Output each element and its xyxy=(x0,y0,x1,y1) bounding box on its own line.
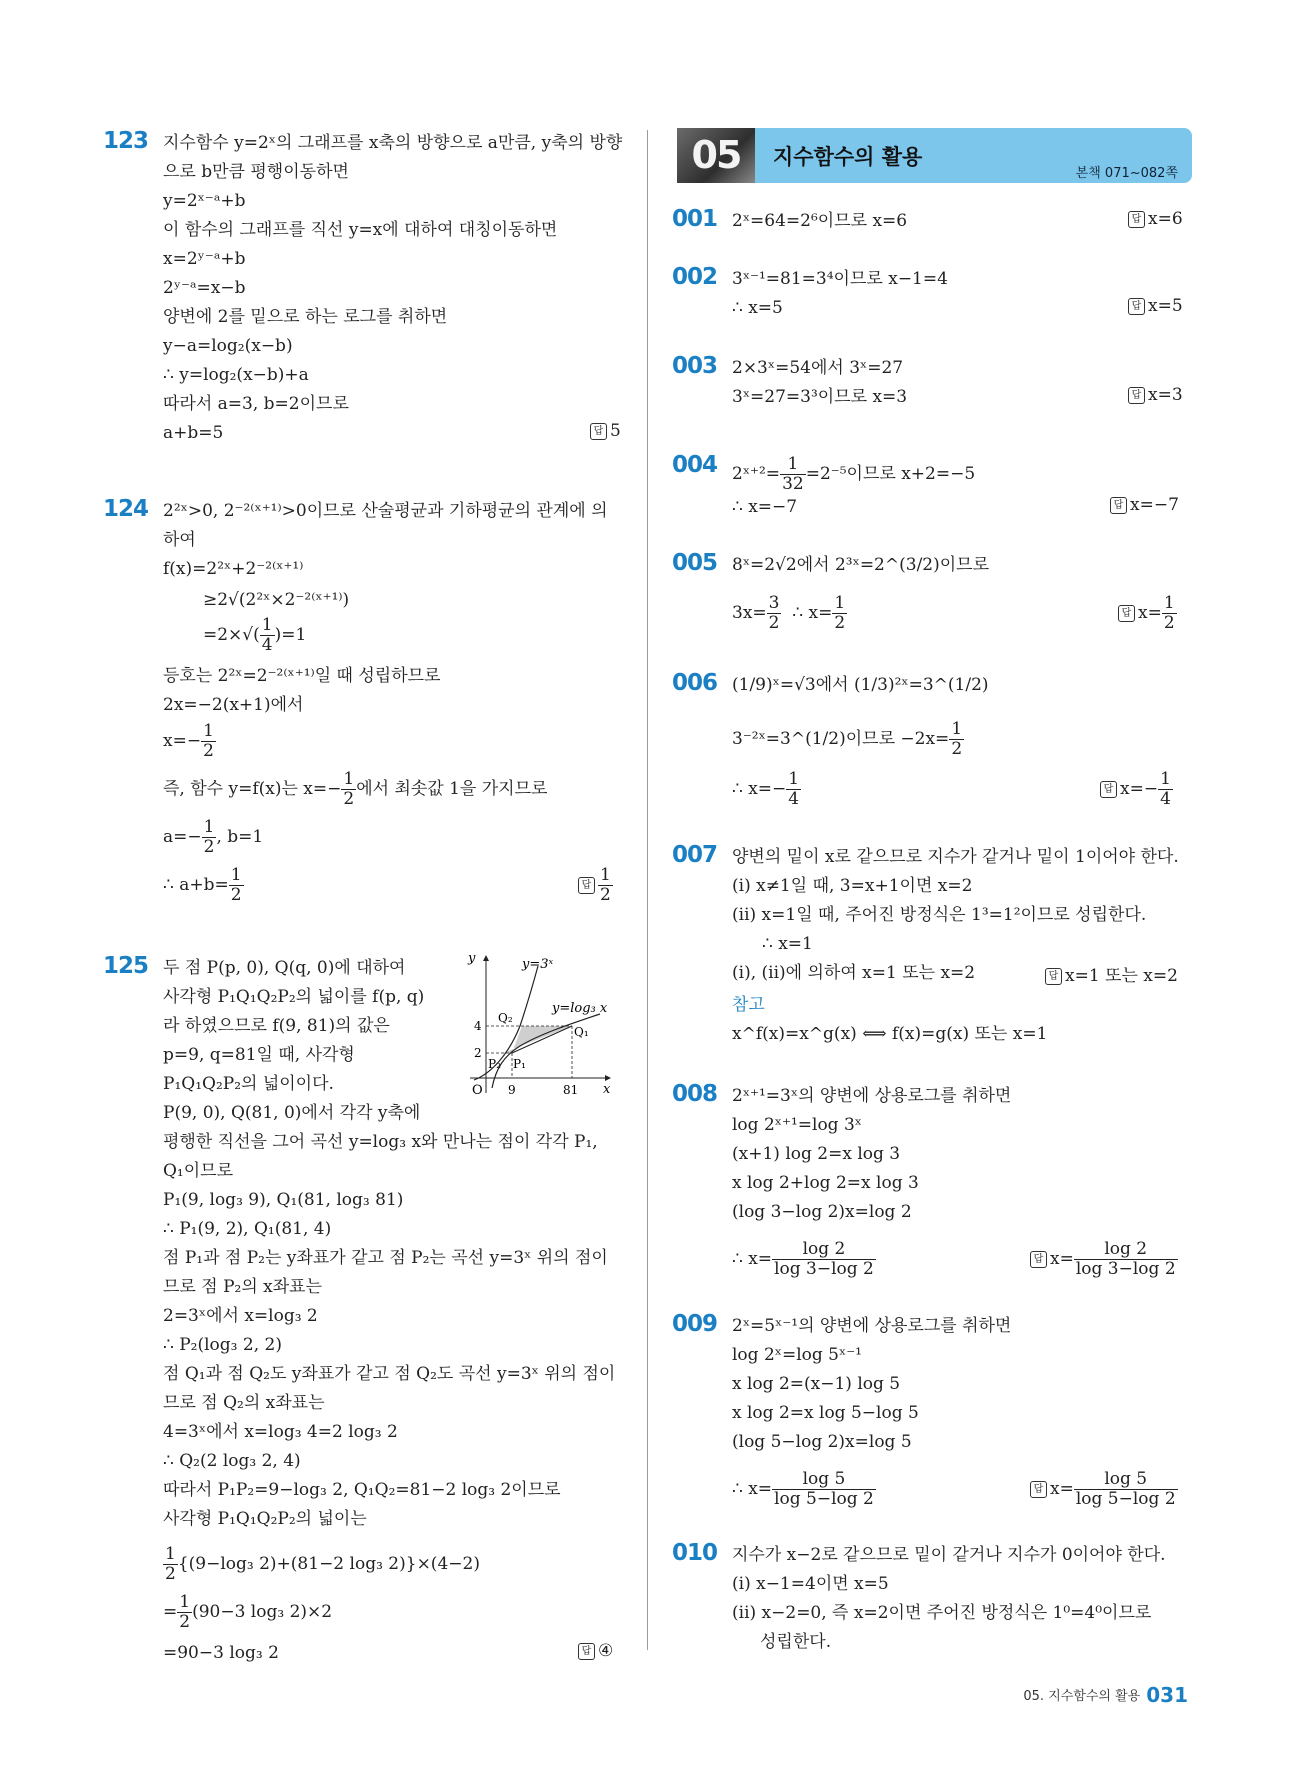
text-line: 평행한 직선을 그어 곡선 y=log₃ x와 만나는 점이 각각 P₁, xyxy=(163,1132,598,1152)
y-axis-label: y xyxy=(468,951,476,966)
text-line: 으로 b만큼 평행이동하면 xyxy=(163,162,349,182)
text-line: (i) x≠1일 때, 3=x+1이면 x=2 xyxy=(732,876,973,896)
point-label-q2: Q₂ xyxy=(498,1011,513,1025)
chapter-banner xyxy=(677,128,1192,183)
text-line: log 2ˣ⁺¹=log 3ˣ xyxy=(732,1115,862,1135)
curve-label-exp: y=3ˣ xyxy=(522,957,554,972)
answer: 답 x= $\frac{\log 5}{\log 5-\log 2}$ xyxy=(1030,1470,1178,1509)
problem-number: 006 xyxy=(672,670,718,696)
problem-number: 124 xyxy=(103,496,149,522)
text-line: P₁(9, log₃ 9), Q₁(81, log₃ 81) xyxy=(163,1190,404,1210)
point-label-q1: Q₁ xyxy=(574,1025,589,1039)
text-line: $\frac{1}{2}$ {(9−log₃ 2)+(81−2 log₃ 2)}×(4−2) xyxy=(165,1544,480,1584)
text-line: ∴ x=1 xyxy=(762,934,813,954)
text-line: ∴ x= $\frac{\log 2}{\log 3-\log 2}$ xyxy=(732,1239,874,1279)
text-line: 3x= $\frac{3}{2}$ ∴ x= $\frac{1}{2}$ xyxy=(732,593,846,633)
text-line: =90−3 log₃ 2 xyxy=(163,1643,279,1663)
text-line: 3ˣ⁻¹=81=3⁴이므로 x−1=4 xyxy=(732,269,948,289)
text-line: (i) x−1=4이면 x=5 xyxy=(732,1574,889,1594)
text-line: 2ʸ⁻ᵃ=x−b xyxy=(163,278,246,298)
text-line: 양변의 밑이 x로 같으므로 지수가 같거나 밑이 1이어야 한다. xyxy=(732,847,1179,867)
curve-label-log: y=log₃ x xyxy=(552,1001,608,1016)
text-line: P₁Q₁Q₂P₂의 넓이이다. xyxy=(163,1074,334,1094)
problem-number: 004 xyxy=(672,452,718,478)
text-line: 라 하였으므로 f(9, 81)의 값은 xyxy=(163,1016,390,1036)
text-line: x log 2=x log 5−log 5 xyxy=(732,1403,919,1423)
text-line: x log 2+log 2=x log 3 xyxy=(732,1173,919,1193)
text-line: 하여 xyxy=(163,530,196,550)
problem-number: 001 xyxy=(672,206,718,232)
text-line: 8ˣ=2√2에서 2³ˣ=2^(3/2)이므로 xyxy=(732,555,990,575)
text-line: 따라서 P₁P₂=9−log₃ 2, Q₁Q₂=81−2 log₃ 2이므로 xyxy=(163,1480,561,1500)
text-line: f(x)=2²ˣ+2⁻²⁽ˣ⁺¹⁾ xyxy=(163,559,304,579)
answer: 답 x=1 또는 x=2 xyxy=(1045,961,1178,986)
point-label-p1: P₁ xyxy=(513,1057,526,1071)
column-divider xyxy=(647,130,648,1650)
answer: 답 x=6 xyxy=(1128,209,1183,229)
page-number: 031 xyxy=(1146,1683,1188,1707)
text-line: (ii) x=1일 때, 주어진 방정식은 1³=1²이므로 성립한다. xyxy=(732,905,1147,925)
text-line: 2=3ˣ에서 x=log₃ 2 xyxy=(163,1306,318,1326)
text-line: y−a=log₂(x−b) xyxy=(163,336,293,356)
text-line: a+b=5 xyxy=(163,423,224,443)
text-line: 3⁻²ˣ=3^(1/2)이므로 −2x= $\frac{1}{2}$ xyxy=(732,719,963,759)
text-line: (1/9)ˣ=√3에서 (1/3)²ˣ=3^(1/2) xyxy=(732,675,989,695)
text-line: ∴ x=5 xyxy=(732,298,783,318)
text-line: 2ˣ⁺²= $\frac{1}{32}$ =2⁻⁵이므로 x+2=−5 xyxy=(732,454,976,494)
text-line: ∴ x= $\frac{\log 5}{\log 5-\log 2}$ xyxy=(732,1469,874,1509)
answer: 답 x= $\frac{\log 2}{\log 3-\log 2}$ xyxy=(1030,1240,1178,1279)
answer-icon: 답 xyxy=(1128,387,1145,404)
problem-number: 008 xyxy=(672,1081,718,1107)
text-line: x log 2=(x−1) log 5 xyxy=(732,1374,901,1394)
point-label-p2: P₂ xyxy=(488,1057,501,1071)
text-line: ∴ x=− $\frac{1}{4}$ xyxy=(732,769,800,809)
text-line: 2²ˣ>0, 2⁻²⁽ˣ⁺¹⁾>0이므로 산술평균과 기하평균의 관계에 의 xyxy=(163,501,608,521)
page-reference: 본책 071~082쪽 xyxy=(1075,166,1178,181)
answer: 답 x=5 xyxy=(1128,296,1183,316)
text-line: 따라서 a=3, b=2이므로 xyxy=(163,394,349,414)
answer: 답 x=3 xyxy=(1128,385,1183,405)
text-line: log 2ˣ=log 5ˣ⁻¹ xyxy=(732,1345,862,1365)
answer-icon: 답 xyxy=(1045,968,1062,985)
text-line: = $\frac{1}{2}$ (90−3 log₃ 2)×2 xyxy=(163,1592,333,1632)
text-line: x=− $\frac{1}{2}$ xyxy=(163,721,214,761)
text-line: ∴ y=log₂(x−b)+a xyxy=(163,365,309,385)
answer-icon: 답 xyxy=(1030,1251,1047,1268)
note-label: 참고 xyxy=(732,995,765,1015)
text-line: ∴ P₂(log₃ 2, 2) xyxy=(163,1335,282,1355)
text-line: 4=3ˣ에서 x=log₃ 4=2 log₃ 2 xyxy=(163,1422,398,1442)
text-line: 2ˣ=64=2⁶이므로 x=6 xyxy=(732,211,908,231)
answer-icon: 답 xyxy=(1118,605,1135,622)
problem-number: 002 xyxy=(672,264,718,290)
page-footer xyxy=(1023,1683,1188,1707)
note-text: x^f(x)=x^g(x) ⟺ f(x)=g(x) 또는 x=1 xyxy=(732,1024,1048,1044)
text-line: 지수함수 y=2ˣ의 그래프를 x축의 방향으로 a만큼, y축의 방향 xyxy=(163,133,623,153)
answer-icon: 답 xyxy=(1110,497,1127,514)
tick-label-y4: 4 xyxy=(474,1019,482,1033)
text-line: 지수가 x−2로 같으므로 밑이 같거나 지수가 0이어야 한다. xyxy=(732,1545,1166,1565)
text-line: 므로 점 Q₂의 x좌표는 xyxy=(163,1393,325,1413)
text-line: 2ˣ=5ˣ⁻¹의 양변에 상용로그를 취하면 xyxy=(732,1316,1012,1336)
text-line: P(9, 0), Q(81, 0)에서 각각 y축에 xyxy=(163,1103,421,1123)
problem-number: 003 xyxy=(672,353,718,379)
problem-number: 123 xyxy=(103,128,149,154)
text-line: 즉, 함수 y=f(x)는 x=− $\frac{1}{2}$ 에서 최솟값 1을 가지므로 xyxy=(163,769,548,809)
text-line: 므로 점 P₂의 x좌표는 xyxy=(163,1277,323,1297)
chapter-badge: 05 xyxy=(677,128,755,183)
graph-figure xyxy=(460,948,620,1098)
text-line: ∴ Q₂(2 log₃ 2, 4) xyxy=(163,1451,301,1471)
x-axis-label: x xyxy=(603,1082,611,1097)
tick-label-y2: 2 xyxy=(474,1046,482,1060)
text-line: 점 Q₁과 점 Q₂도 y좌표가 같고 점 Q₂도 곡선 y=3ˣ 위의 점이 xyxy=(163,1364,616,1384)
text-line: 2x=−2(x+1)에서 xyxy=(163,695,304,715)
answer: 답 x=−7 xyxy=(1110,495,1179,515)
text-line: 양변에 2를 밑으로 하는 로그를 취하면 xyxy=(163,307,448,327)
text-line: x=2ʸ⁻ᵃ+b xyxy=(163,249,246,269)
problem-number: 009 xyxy=(672,1311,718,1337)
problem-number: 125 xyxy=(103,953,149,979)
text-line: a=− $\frac{1}{2}$ , b=1 xyxy=(163,817,264,857)
text-line: (i), (ii)에 의하여 x=1 또는 x=2 xyxy=(732,963,976,983)
text-line: ∴ a+b= $\frac{1}{2}$ xyxy=(163,865,242,905)
text-line: 2×3ˣ=54에서 3ˣ=27 xyxy=(732,358,904,378)
problem-number: 005 xyxy=(672,550,718,576)
text-line: ∴ P₁(9, 2), Q₁(81, 4) xyxy=(163,1219,332,1239)
text-line: 이 함수의 그래프를 직선 y=x에 대하여 대칭이동하면 xyxy=(163,220,558,240)
text-line: 2ˣ⁺¹=3ˣ의 양변에 상용로그를 취하면 xyxy=(732,1086,1012,1106)
text-line: y=2ˣ⁻ᵃ+b xyxy=(163,191,246,211)
answer-icon: 답 xyxy=(590,423,607,440)
problem-number: 007 xyxy=(672,842,718,868)
text-line: ∴ x=−7 xyxy=(732,497,798,517)
answer-icon: 답 xyxy=(1100,781,1117,798)
text-line: p=9, q=81일 때, 사각형 xyxy=(163,1045,355,1065)
answer: 답 ④ xyxy=(578,1641,613,1661)
origin-label: O xyxy=(472,1083,483,1098)
text-line: (log 3−log 2)x=log 2 xyxy=(732,1202,912,1222)
text-line: =2×√( $\frac{1}{4}$ )=1 xyxy=(203,615,307,655)
answer-icon: 답 xyxy=(1030,1481,1047,1498)
answer: 답 $\frac{1}{2}$ xyxy=(578,866,613,905)
text-line: 등호는 2²ˣ=2⁻²⁽ˣ⁺¹⁾일 때 성립하므로 xyxy=(163,666,441,686)
text-line: 점 P₁과 점 P₂는 y좌표가 같고 점 P₂는 곡선 y=3ˣ 위의 점이 xyxy=(163,1248,608,1268)
text-line: 성립한다. xyxy=(760,1632,832,1652)
text-line: (x+1) log 2=x log 3 xyxy=(732,1144,901,1164)
answer: 답 5 xyxy=(590,421,621,441)
text-line: 사각형 P₁Q₁Q₂P₂의 넓이는 xyxy=(163,1509,367,1529)
tick-label-x81: 81 xyxy=(563,1083,579,1097)
answer-icon: 답 xyxy=(578,877,595,894)
footer-section: 05. 지수함수의 활용 xyxy=(1023,1689,1141,1704)
text-line: ≥2√(2²ˣ×2⁻²⁽ˣ⁺¹⁾) xyxy=(203,590,350,610)
text-line: 3ˣ=27=3³이므로 x=3 xyxy=(732,387,908,407)
tick-label-x9: 9 xyxy=(508,1083,516,1097)
answer-icon: 답 xyxy=(1128,211,1145,228)
answer: 답 x=− $\frac{1}{4}$ xyxy=(1100,770,1173,809)
text-line: Q₁이므로 xyxy=(163,1161,234,1181)
answer-icon: 답 xyxy=(578,1643,595,1660)
text-line: 두 점 P(p, 0), Q(q, 0)에 대하여 xyxy=(163,958,406,978)
text-line: 사각형 P₁Q₁Q₂P₂의 넓이를 f(p, q) xyxy=(163,987,425,1007)
answer: 답 x= $\frac{1}{2}$ xyxy=(1118,594,1177,633)
text-line: (log 5−log 2)x=log 5 xyxy=(732,1432,912,1452)
answer-icon: 답 xyxy=(1128,298,1145,315)
chapter-title: 지수함수의 활용 xyxy=(773,145,923,169)
text-line: (ii) x−2=0, 즉 x=2이면 주어진 방정식은 1⁰=4⁰이므로 xyxy=(732,1603,1152,1623)
problem-number: 010 xyxy=(672,1540,718,1566)
